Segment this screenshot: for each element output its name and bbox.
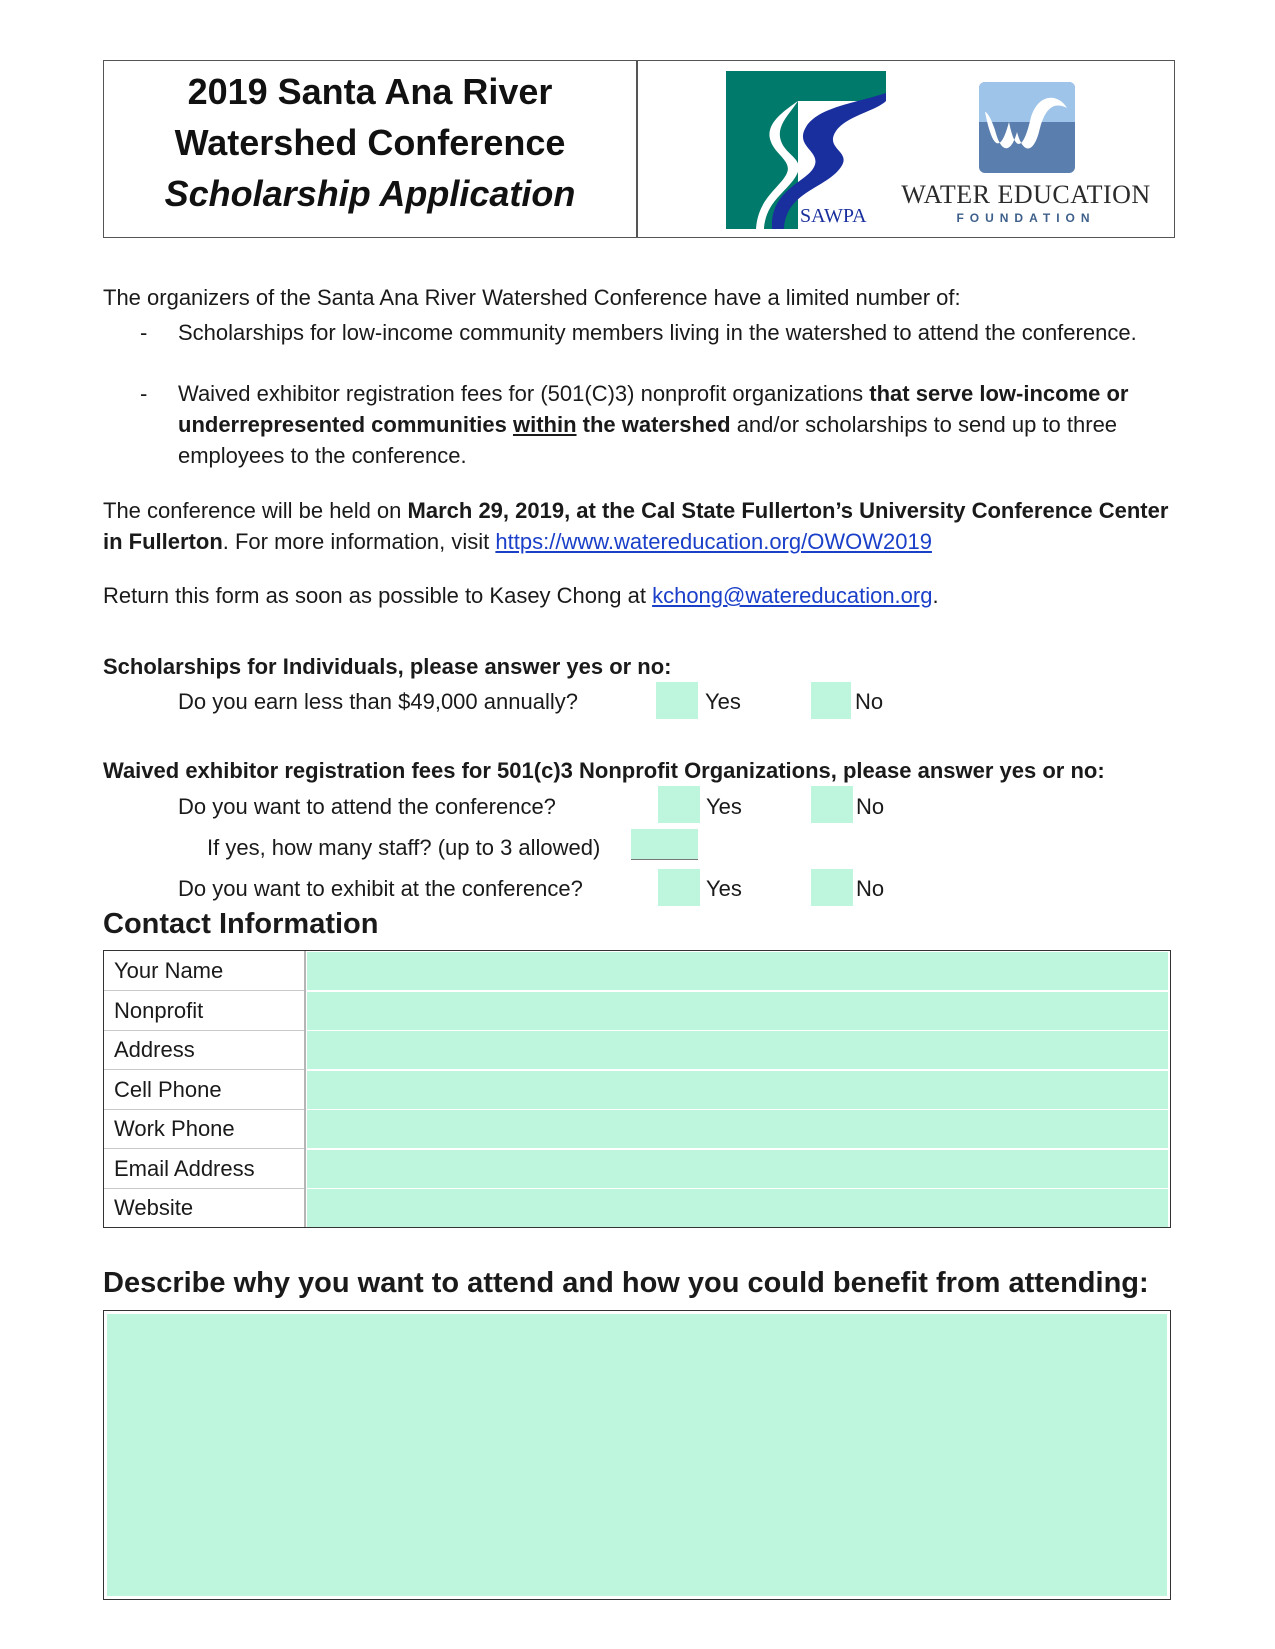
- exhibit-no-label: No: [856, 876, 885, 901]
- nonprofit-field[interactable]: [307, 992, 1168, 1030]
- describe-box: [103, 1310, 1171, 1600]
- individuals-question: Do you earn less than $49,000 annually?: [178, 689, 578, 714]
- attend-yes-field[interactable]: [658, 786, 700, 823]
- contact-row-email: [104, 1149, 1170, 1189]
- attend-question: Do you want to attend the conference?: [178, 794, 556, 819]
- bullet-2-underline: within: [512, 412, 577, 437]
- conference-details: March 29, 2019, at the Cal State Fullerton’s University Conference Center in Fullerton: [103, 498, 1169, 554]
- wef-logo-name: WATER EDUCATION: [901, 180, 1151, 209]
- individuals-no-label: No: [855, 689, 884, 714]
- title-line-1: 2019 Santa Ana River: [187, 71, 553, 112]
- intro-lead: The organizers of the Santa Ana River Watershed Conference have a limited number of:: [103, 285, 961, 310]
- intro-bullet-1: Scholarships for low-income community members living in the watershed to attend the conference.: [178, 320, 1137, 345]
- website-field[interactable]: [307, 1189, 1168, 1227]
- individuals-yes-field[interactable]: [656, 682, 698, 719]
- contact-heading: Contact Information: [103, 908, 379, 940]
- bullet-2-bold-2: the watershed: [576, 412, 731, 437]
- contact-row-work-phone: [104, 1109, 1170, 1149]
- conference-info: [103, 495, 1183, 557]
- staff-count-question: If yes, how many staff? (up to 3 allowed): [207, 835, 601, 860]
- return-email-link[interactable]: kchong@watereducation.org: [652, 583, 933, 608]
- contact-label: Address: [114, 1037, 195, 1062]
- attend-no-field[interactable]: [811, 786, 853, 823]
- cell-phone-field[interactable]: [307, 1071, 1168, 1109]
- sawpa-logo-text: SAWPA: [800, 205, 867, 227]
- contact-row-website: [104, 1188, 1170, 1228]
- exhibit-question: Do you want to exhibit at the conference?: [178, 876, 583, 901]
- work-phone-field[interactable]: [307, 1110, 1168, 1148]
- intro-bullet-2: [178, 378, 1178, 471]
- conference-text: The conference will be held on: [103, 498, 408, 523]
- email-address-field[interactable]: [307, 1150, 1168, 1188]
- describe-heading: Describe why you want to attend and how you could benefit from attending:: [103, 1267, 1149, 1299]
- bullet-2-text: Waived exhibitor registration fees for (501(C)3) nonprofit organizations: [178, 381, 870, 406]
- conference-text-2: . For more information, visit: [222, 529, 496, 554]
- contact-row-cell-phone: [104, 1070, 1170, 1110]
- describe-textarea[interactable]: [107, 1314, 1167, 1596]
- contact-label: Email Address: [114, 1156, 255, 1181]
- individuals-heading: Scholarships for Individuals, please answer yes or no:: [103, 654, 672, 679]
- title-line-2: Watershed Conference: [174, 122, 566, 163]
- individuals-yes-label: Yes: [705, 689, 741, 714]
- return-text-2: .: [932, 583, 939, 608]
- return-text: Return this form as soon as possible to Kasey Chong at: [103, 583, 653, 608]
- wef-logo-foundation: FOUNDATION: [956, 211, 1096, 225]
- bullet-2-text-2: and/or scholarships to send up to three employees to the conference.: [178, 412, 1118, 468]
- contact-label: Cell Phone: [114, 1077, 222, 1102]
- exhibit-no-field[interactable]: [811, 869, 853, 906]
- address-field[interactable]: [307, 1031, 1168, 1069]
- contact-row-name: [104, 951, 1170, 991]
- title-line-3: Scholarship Application: [164, 173, 576, 214]
- contact-label: Work Phone: [114, 1116, 235, 1141]
- conference-link[interactable]: https://www.watereducation.org/OWOW2019: [495, 529, 932, 554]
- wef-logo-mark: [979, 82, 1075, 173]
- staff-count-field[interactable]: [631, 829, 698, 860]
- exhibit-yes-label: Yes: [706, 876, 742, 901]
- document-title: [104, 66, 636, 219]
- contact-row-address: [104, 1030, 1170, 1070]
- individuals-no-field[interactable]: [811, 682, 851, 719]
- bullet-dash: -: [140, 381, 148, 406]
- return-info: [103, 580, 1183, 611]
- header-divider: [636, 60, 638, 238]
- contact-row-nonprofit: [104, 991, 1170, 1031]
- bullet-2-bold: that serve low-income or underrepresented communities: [178, 381, 1129, 437]
- your-name-field[interactable]: [307, 952, 1168, 990]
- nonprofits-heading: Waived exhibitor registration fees for 501(c)3 Nonprofit Organizations, please answer yes or no:: [103, 758, 1105, 783]
- attend-yes-label: Yes: [706, 794, 742, 819]
- attend-no-label: No: [856, 794, 885, 819]
- contact-label: Nonprofit: [114, 998, 204, 1023]
- contact-label: Website: [114, 1195, 194, 1220]
- bullet-dash: -: [140, 320, 148, 345]
- contact-table: [103, 950, 1171, 1228]
- contact-label: Your Name: [114, 958, 224, 983]
- exhibit-yes-field[interactable]: [658, 869, 700, 906]
